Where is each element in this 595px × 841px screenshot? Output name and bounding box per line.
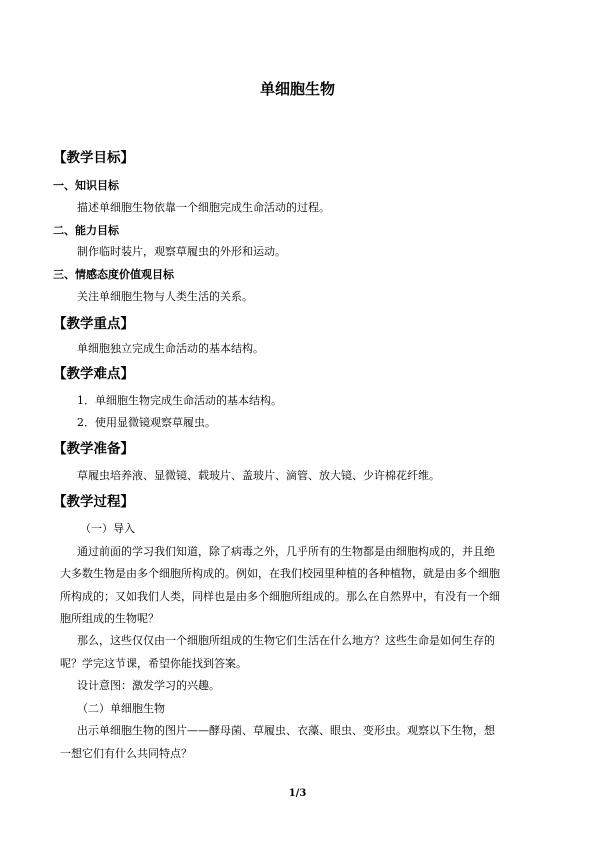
paragraph-question-line-1: 那么，这些仅仅由一个细胞所组成的生物它们生活在什么地方？这些生命是如何生存的 bbox=[77, 634, 495, 647]
text-ability: 制作临时装片，观察草履虫的外形和运动。 bbox=[77, 245, 286, 258]
subheading-knowledge: 一、知识目标 bbox=[53, 179, 119, 192]
section-heading-process: 【教学过程】 bbox=[53, 494, 134, 510]
subheading-intro: （一）导入 bbox=[80, 522, 135, 535]
paragraph-observe-line-1: 出示单细胞生物的图片——酵母菌、草履虫、衣藻、眼虫、变形虫。观察以下生物，想 bbox=[77, 724, 495, 737]
subheading-single-cell: （二）单细胞生物 bbox=[77, 702, 165, 715]
list-item-difficulty-2: 2．使用显微镜观察草履虫。 bbox=[77, 416, 216, 429]
paragraph-intro-line-2: 大多数生物是由多个细胞所构成的。例如，在我们校园里种植的各种植物，就是由多个细胞 bbox=[60, 567, 500, 580]
section-heading-preparation: 【教学准备】 bbox=[53, 441, 134, 457]
text-emotion: 关注单细胞生物与人类生活的关系。 bbox=[77, 290, 253, 303]
section-heading-difficulties: 【教学难点】 bbox=[53, 366, 134, 382]
paragraph-question-line-2: 呢？学完这节课，希望你能找到答案。 bbox=[60, 657, 247, 670]
text-key-points: 单细胞独立完成生命活动的基本结构。 bbox=[77, 342, 264, 355]
paragraph-observe-line-2: 一想它们有什么共同特点？ bbox=[60, 747, 192, 760]
section-heading-goals: 【教学目标】 bbox=[53, 150, 134, 166]
page-number: 1/3 bbox=[288, 788, 307, 799]
paragraph-intro-line-4: 胞所组成的生物呢？ bbox=[60, 612, 159, 625]
subheading-emotion: 三、情感态度价值观目标 bbox=[53, 268, 174, 281]
paragraph-intro-line-1: 通过前面的学习我们知道，除了病毒之外，几乎所有的生物都是由细胞构成的，并且绝 bbox=[77, 545, 495, 558]
page-title: 单细胞生物 bbox=[259, 80, 335, 98]
list-item-difficulty-1: 1．单细胞生物完成生命活动的基本结构。 bbox=[77, 394, 282, 407]
text-knowledge: 描述单细胞生物依靠一个细胞完成生命活动的过程。 bbox=[77, 201, 330, 214]
text-design-intent: 设计意图：激发学习的兴趣。 bbox=[77, 679, 220, 692]
text-preparation: 草履虫培养液、显微镜、载玻片、盖玻片、滴管、放大镜、少许棉花纤维。 bbox=[77, 469, 440, 482]
section-heading-key-points: 【教学重点】 bbox=[53, 316, 134, 332]
paragraph-intro-line-3: 所构成的；又如我们人类，同样也是由多个细胞所组成的。那么在自然界中，有没有一个细 bbox=[60, 590, 500, 603]
subheading-ability: 二、能力目标 bbox=[53, 224, 119, 237]
